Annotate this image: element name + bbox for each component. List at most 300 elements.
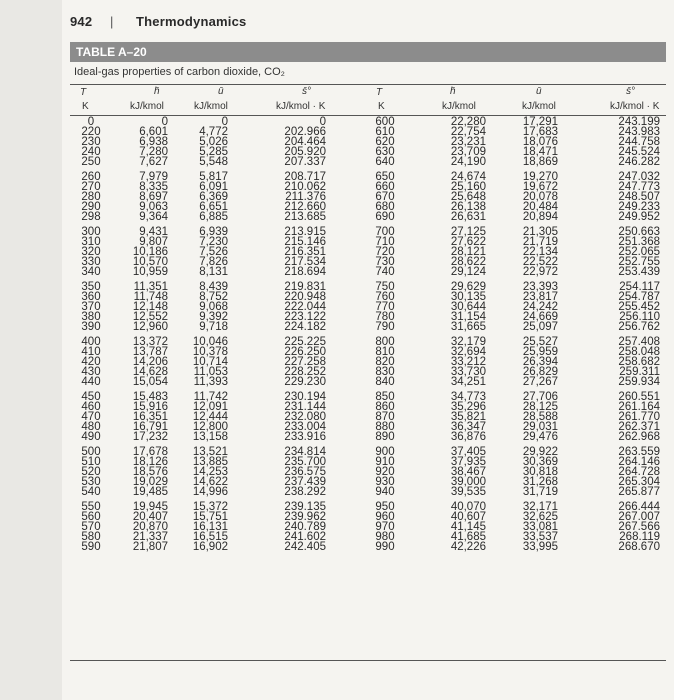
cell-temp-left: 570 xyxy=(81,521,101,533)
cell-enthalpy-left: 18,126 xyxy=(132,456,168,468)
cell-internal-energy-right: 28,588 xyxy=(522,411,558,423)
cell-entropy-right: 267.566 xyxy=(618,521,660,533)
table-row xyxy=(70,157,666,167)
cell-temp-left: 310 xyxy=(81,236,101,248)
cell-temp-right: 840 xyxy=(375,376,395,388)
cell-temp-left: 240 xyxy=(81,146,101,158)
cell-temp-right: 700 xyxy=(375,226,395,238)
cell-enthalpy-right: 32,179 xyxy=(450,336,486,348)
cell-entropy-right: 261.770 xyxy=(618,411,660,423)
cell-enthalpy-right: 29,124 xyxy=(450,266,486,278)
cell-internal-energy-left: 10,046 xyxy=(192,336,228,348)
cell-entropy-right: 262.968 xyxy=(618,431,660,443)
cell-enthalpy-left: 20,407 xyxy=(132,511,168,523)
cell-temp-left: 430 xyxy=(81,366,101,378)
cell-temp-right: 640 xyxy=(375,156,395,168)
cell-internal-energy-left: 10,378 xyxy=(192,346,228,358)
cell-temp-left: 480 xyxy=(81,421,101,433)
cell-entropy-left: 239.962 xyxy=(284,511,326,523)
cell-temp-right: 820 xyxy=(375,356,395,368)
table-title: TABLE A–20 xyxy=(70,42,666,62)
cell-entropy-right: 252.755 xyxy=(618,256,660,268)
cell-enthalpy-left: 13,787 xyxy=(132,346,168,358)
cell-internal-energy-left: 9,392 xyxy=(199,311,228,323)
cell-entropy-left: 217.534 xyxy=(284,256,326,268)
cell-entropy-right: 255.452 xyxy=(618,301,660,313)
cell-enthalpy-left: 8,335 xyxy=(139,181,168,193)
cell-entropy-right: 246.282 xyxy=(618,156,660,168)
header-s-right: s̄° xyxy=(626,86,635,97)
cell-entropy-right: 254.117 xyxy=(619,281,660,293)
cell-enthalpy-left: 10,959 xyxy=(132,266,168,278)
cell-entropy-left: 241.602 xyxy=(284,531,326,543)
cell-enthalpy-right: 36,876 xyxy=(450,431,486,443)
cell-temp-right: 900 xyxy=(375,446,395,458)
cell-enthalpy-right: 34,773 xyxy=(450,391,486,403)
cell-enthalpy-left: 10,186 xyxy=(132,246,168,258)
cell-entropy-right: 250.663 xyxy=(618,226,660,238)
header-separator: | xyxy=(110,14,114,29)
cell-internal-energy-right: 29,922 xyxy=(522,446,558,458)
table-row xyxy=(70,212,666,222)
cell-temp-left: 360 xyxy=(81,291,101,303)
cell-enthalpy-left: 6,601 xyxy=(139,126,168,138)
cell-temp-right: 790 xyxy=(375,321,395,333)
cell-temp-right: 750 xyxy=(375,281,395,293)
cell-internal-energy-left: 6,885 xyxy=(199,211,228,223)
cell-entropy-right: 245.524 xyxy=(618,146,660,158)
cell-temp-right: 760 xyxy=(375,291,395,303)
cell-entropy-right: 265.877 xyxy=(618,486,660,498)
cell-entropy-right: 247.773 xyxy=(618,181,660,193)
cell-temp-left: 330 xyxy=(81,256,101,268)
header-u-left: ū xyxy=(218,86,224,97)
textbook-page xyxy=(62,0,674,700)
cell-internal-energy-right: 33,537 xyxy=(522,531,558,543)
cell-enthalpy-right: 24,674 xyxy=(450,171,486,183)
cell-entropy-right: 252.065 xyxy=(618,246,660,258)
cell-internal-energy-right: 22,134 xyxy=(522,246,558,258)
cell-enthalpy-left: 17,678 xyxy=(132,446,168,458)
cell-temp-right: 610 xyxy=(375,126,395,138)
unit-s-left: kJ/kmol · K xyxy=(276,101,326,112)
cell-internal-energy-left: 5,285 xyxy=(199,146,228,158)
cell-enthalpy-right: 23,709 xyxy=(450,146,486,158)
cell-temp-left: 300 xyxy=(81,226,101,238)
cell-entropy-left: 202.966 xyxy=(284,126,326,138)
cell-entropy-left: 237.439 xyxy=(284,476,326,488)
cell-internal-energy-left: 8,439 xyxy=(199,281,228,293)
cell-internal-energy-right: 29,476 xyxy=(522,431,558,443)
cell-enthalpy-left: 15,483 xyxy=(132,391,168,403)
cell-internal-energy-left: 8,752 xyxy=(199,291,228,303)
cell-internal-energy-left: 12,091 xyxy=(192,401,228,413)
cell-temp-left: 298 xyxy=(81,211,101,223)
cell-enthalpy-left: 12,148 xyxy=(132,301,168,313)
cell-enthalpy-right: 25,160 xyxy=(450,181,486,193)
cell-internal-energy-right: 17,683 xyxy=(522,126,558,138)
header-T-right: T xyxy=(376,87,383,98)
cell-enthalpy-left: 15,054 xyxy=(132,376,168,388)
page-number: 942 xyxy=(70,14,93,29)
cell-enthalpy-right: 38,467 xyxy=(450,466,486,478)
table-top-rule xyxy=(70,84,666,85)
cell-temp-left: 0 xyxy=(87,116,95,128)
cell-internal-energy-right: 22,972 xyxy=(522,266,558,278)
cell-entropy-right: 254.787 xyxy=(618,291,660,303)
cell-internal-energy-left: 10,714 xyxy=(192,356,228,368)
cell-temp-right: 660 xyxy=(375,181,395,193)
cell-entropy-right: 267.007 xyxy=(618,511,660,523)
cell-enthalpy-right: 40,070 xyxy=(450,501,486,513)
cell-entropy-left: 224.182 xyxy=(284,321,326,333)
cell-temp-right: 810 xyxy=(375,346,395,358)
cell-enthalpy-left: 16,791 xyxy=(132,421,168,433)
cell-entropy-right: 253.439 xyxy=(618,266,660,278)
cell-temp-right: 730 xyxy=(375,256,395,268)
cell-internal-energy-left: 5,817 xyxy=(199,171,228,183)
cell-temp-right: 860 xyxy=(375,401,395,413)
cell-entropy-right: 251.368 xyxy=(618,236,660,248)
row-group xyxy=(70,172,666,222)
cell-internal-energy-right: 31,719 xyxy=(522,486,558,498)
cell-enthalpy-right: 27,125 xyxy=(450,226,486,238)
cell-enthalpy-left: 19,029 xyxy=(132,476,168,488)
cell-temp-left: 470 xyxy=(81,411,101,423)
cell-enthalpy-right: 22,754 xyxy=(450,126,486,138)
cell-temp-left: 490 xyxy=(81,431,101,443)
cell-internal-energy-left: 15,372 xyxy=(192,501,228,513)
table-body xyxy=(70,117,666,557)
cell-entropy-right: 264.146 xyxy=(618,456,660,468)
cell-enthalpy-left: 19,485 xyxy=(132,486,168,498)
cell-entropy-left: 242.405 xyxy=(284,541,326,553)
cell-entropy-left: 213.915 xyxy=(284,226,326,238)
table-row xyxy=(70,377,666,387)
cell-enthalpy-left: 7,979 xyxy=(139,171,168,183)
row-group xyxy=(70,282,666,332)
cell-temp-right: 600 xyxy=(375,116,395,128)
cell-internal-energy-right: 20,484 xyxy=(522,201,558,213)
cell-internal-energy-right: 25,959 xyxy=(522,346,558,358)
header-bottom-rule xyxy=(70,115,666,116)
header-h-right: h̄ xyxy=(450,86,456,97)
cell-entropy-right: 257.408 xyxy=(618,336,660,348)
cell-entropy-right: 268.119 xyxy=(619,531,660,543)
cell-internal-energy-right: 27,706 xyxy=(522,391,558,403)
cell-entropy-left: 231.144 xyxy=(284,401,326,413)
cell-enthalpy-right: 39,000 xyxy=(450,476,486,488)
cell-internal-energy-right: 33,995 xyxy=(522,541,558,553)
cell-temp-left: 270 xyxy=(81,181,101,193)
cell-internal-energy-right: 32,625 xyxy=(522,511,558,523)
cell-entropy-left: 210.062 xyxy=(284,181,326,193)
cell-entropy-right: 248.507 xyxy=(618,191,660,203)
cell-enthalpy-right: 31,154 xyxy=(450,311,486,323)
chapter-title: Thermodynamics xyxy=(136,14,247,29)
cell-entropy-right: 243.983 xyxy=(618,126,660,138)
cell-internal-energy-left: 5,026 xyxy=(199,136,228,148)
unit-u-right: kJ/kmol xyxy=(522,101,556,112)
cell-enthalpy-right: 41,685 xyxy=(450,531,486,543)
unit-s-right: kJ/kmol · K xyxy=(610,101,660,112)
cell-entropy-right: 258.048 xyxy=(618,346,660,358)
cell-temp-right: 690 xyxy=(375,211,395,223)
cell-enthalpy-left: 18,576 xyxy=(132,466,168,478)
cell-enthalpy-left: 15,916 xyxy=(132,401,168,413)
cell-temp-left: 500 xyxy=(81,446,101,458)
cell-internal-energy-right: 18,869 xyxy=(522,156,558,168)
cell-temp-left: 250 xyxy=(81,156,101,168)
cell-enthalpy-left: 14,628 xyxy=(132,366,168,378)
cell-internal-energy-right: 19,270 xyxy=(522,171,558,183)
cell-internal-energy-right: 20,894 xyxy=(522,211,558,223)
cell-entropy-right: 243.199 xyxy=(618,116,660,128)
cell-entropy-left: 222.044 xyxy=(284,301,326,313)
cell-enthalpy-right: 37,405 xyxy=(450,446,486,458)
cell-internal-energy-left: 6,651 xyxy=(199,201,228,213)
cell-internal-energy-left: 5,548 xyxy=(199,156,228,168)
cell-temp-right: 890 xyxy=(375,431,395,443)
cell-entropy-left: 223.122 xyxy=(284,311,326,323)
cell-entropy-left: 220.948 xyxy=(284,291,326,303)
cell-enthalpy-right: 27,622 xyxy=(450,236,486,248)
cell-entropy-left: 0 xyxy=(319,116,326,128)
cell-internal-energy-left: 7,230 xyxy=(199,236,228,248)
row-group xyxy=(70,227,666,277)
cell-temp-right: 850 xyxy=(375,391,395,403)
cell-enthalpy-left: 21,337 xyxy=(132,531,168,543)
cell-enthalpy-left: 6,938 xyxy=(139,136,168,148)
cell-temp-right: 630 xyxy=(375,146,395,158)
cell-enthalpy-right: 28,622 xyxy=(450,256,486,268)
row-group xyxy=(70,337,666,387)
cell-temp-left: 290 xyxy=(81,201,101,213)
cell-temp-left: 350 xyxy=(81,281,101,293)
cell-temp-left: 540 xyxy=(81,486,101,498)
cell-internal-energy-left: 14,253 xyxy=(192,466,228,478)
cell-entropy-left: 207.337 xyxy=(284,156,326,168)
table-bottom-rule xyxy=(70,660,666,661)
row-group xyxy=(70,392,666,442)
cell-temp-left: 260 xyxy=(81,171,101,183)
cell-entropy-right: 261.164 xyxy=(618,401,660,413)
cell-entropy-left: 219.831 xyxy=(284,281,326,293)
cell-temp-right: 830 xyxy=(375,366,395,378)
table-row xyxy=(70,487,666,497)
cell-internal-energy-right: 23,393 xyxy=(522,281,558,293)
unit-h-left: kJ/kmol xyxy=(130,101,164,112)
cell-enthalpy-right: 31,665 xyxy=(450,321,486,333)
cell-temp-left: 220 xyxy=(81,126,101,138)
cell-entropy-left: 233.004 xyxy=(284,421,326,433)
cell-enthalpy-right: 42,226 xyxy=(450,541,486,553)
cell-entropy-right: 268.670 xyxy=(618,541,660,553)
cell-entropy-left: 229.230 xyxy=(284,376,326,388)
cell-enthalpy-left: 12,552 xyxy=(132,311,168,323)
cell-entropy-left: 233.916 xyxy=(284,431,326,443)
cell-entropy-left: 213.685 xyxy=(284,211,326,223)
cell-entropy-right: 247.032 xyxy=(618,171,660,183)
cell-enthalpy-right: 39,535 xyxy=(450,486,486,498)
cell-enthalpy-right: 35,821 xyxy=(450,411,486,423)
cell-internal-energy-left: 14,622 xyxy=(192,476,228,488)
cell-entropy-right: 258.682 xyxy=(618,356,660,368)
header-s-left: s̄° xyxy=(302,86,311,97)
cell-internal-energy-right: 30,369 xyxy=(522,456,558,468)
cell-entropy-left: 211.376 xyxy=(285,191,326,203)
cell-temp-left: 380 xyxy=(81,311,101,323)
cell-enthalpy-left: 9,431 xyxy=(139,226,168,238)
cell-temp-left: 450 xyxy=(81,391,101,403)
cell-internal-energy-right: 17,291 xyxy=(522,116,558,128)
cell-internal-energy-left: 6,939 xyxy=(199,226,228,238)
cell-entropy-left: 227.258 xyxy=(284,356,326,368)
cell-enthalpy-left: 9,807 xyxy=(139,236,168,248)
cell-entropy-left: 234.814 xyxy=(284,446,326,458)
cell-internal-energy-right: 25,097 xyxy=(522,321,558,333)
cell-temp-right: 970 xyxy=(375,521,395,533)
table-row xyxy=(70,432,666,442)
cell-internal-energy-right: 26,394 xyxy=(522,356,558,368)
cell-enthalpy-right: 23,231 xyxy=(450,136,486,148)
cell-temp-right: 740 xyxy=(375,266,395,278)
cell-enthalpy-right: 40,607 xyxy=(450,511,486,523)
cell-internal-energy-left: 11,053 xyxy=(193,366,228,378)
cell-enthalpy-right: 35,296 xyxy=(450,401,486,413)
cell-temp-right: 620 xyxy=(375,136,395,148)
cell-enthalpy-right: 36,347 xyxy=(450,421,486,433)
cell-internal-energy-left: 11,742 xyxy=(193,391,228,403)
cell-enthalpy-left: 20,870 xyxy=(132,521,168,533)
cell-internal-energy-right: 19,672 xyxy=(522,181,558,193)
cell-enthalpy-right: 26,631 xyxy=(450,211,486,223)
cell-internal-energy-left: 8,131 xyxy=(199,266,228,278)
unit-u-left: kJ/kmol xyxy=(194,101,228,112)
cell-temp-left: 420 xyxy=(81,356,101,368)
table-row xyxy=(70,542,666,552)
cell-temp-left: 580 xyxy=(81,531,101,543)
cell-enthalpy-right: 24,190 xyxy=(450,156,486,168)
cell-enthalpy-left: 13,372 xyxy=(132,336,168,348)
cell-entropy-left: 208.717 xyxy=(284,171,326,183)
cell-entropy-left: 215.146 xyxy=(284,236,326,248)
table-header xyxy=(70,86,666,116)
cell-entropy-right: 260.551 xyxy=(618,391,660,403)
unit-T-left: K xyxy=(82,101,89,112)
cell-internal-energy-left: 6,091 xyxy=(199,181,228,193)
cell-temp-right: 670 xyxy=(375,191,395,203)
cell-internal-energy-right: 33,081 xyxy=(522,521,558,533)
cell-internal-energy-left: 13,885 xyxy=(192,456,228,468)
cell-internal-energy-left: 15,751 xyxy=(192,511,228,523)
cell-internal-energy-right: 28,125 xyxy=(522,401,558,413)
cell-enthalpy-right: 22,280 xyxy=(450,116,486,128)
cell-internal-energy-left: 13,521 xyxy=(192,446,228,458)
cell-enthalpy-left: 16,351 xyxy=(132,411,168,423)
cell-internal-energy-left: 6,369 xyxy=(199,191,228,203)
cell-enthalpy-left: 14,206 xyxy=(132,356,168,368)
cell-internal-energy-left: 0 xyxy=(221,116,228,128)
cell-internal-energy-right: 30,818 xyxy=(522,466,558,478)
cell-entropy-left: 230.194 xyxy=(284,391,326,403)
cell-entropy-left: 239.135 xyxy=(284,501,326,513)
cell-internal-energy-right: 25,527 xyxy=(522,336,558,348)
cell-temp-right: 770 xyxy=(375,301,395,313)
cell-temp-right: 780 xyxy=(375,311,395,323)
cell-entropy-right: 265.304 xyxy=(618,476,660,488)
cell-temp-left: 340 xyxy=(81,266,101,278)
cell-internal-energy-right: 32,171 xyxy=(522,501,558,513)
cell-internal-energy-right: 21,305 xyxy=(522,226,558,238)
cell-internal-energy-left: 9,068 xyxy=(199,301,228,313)
cell-temp-right: 870 xyxy=(375,411,395,423)
cell-entropy-left: 226.250 xyxy=(284,346,326,358)
cell-temp-left: 370 xyxy=(81,301,101,313)
cell-internal-energy-left: 12,444 xyxy=(192,411,228,423)
table-row xyxy=(70,322,666,332)
cell-internal-energy-left: 11,393 xyxy=(193,376,228,388)
cell-enthalpy-right: 30,135 xyxy=(450,291,486,303)
cell-enthalpy-left: 7,627 xyxy=(139,156,168,168)
cell-entropy-right: 244.758 xyxy=(618,136,660,148)
cell-temp-left: 400 xyxy=(81,336,101,348)
cell-internal-energy-right: 24,669 xyxy=(522,311,558,323)
cell-internal-energy-right: 21,719 xyxy=(522,236,558,248)
cell-temp-left: 510 xyxy=(81,456,101,468)
cell-temp-right: 950 xyxy=(375,501,395,513)
cell-entropy-right: 259.934 xyxy=(618,376,660,388)
cell-enthalpy-left: 9,364 xyxy=(139,211,168,223)
cell-entropy-right: 259.311 xyxy=(619,366,660,378)
cell-enthalpy-left: 19,945 xyxy=(132,501,168,513)
cell-temp-right: 940 xyxy=(375,486,395,498)
cell-enthalpy-left: 0 xyxy=(161,116,168,128)
row-group xyxy=(70,117,666,167)
cell-entropy-right: 266.444 xyxy=(618,501,660,513)
cell-internal-energy-left: 16,902 xyxy=(192,541,228,553)
cell-internal-energy-right: 18,076 xyxy=(522,136,558,148)
cell-internal-energy-left: 7,526 xyxy=(199,246,228,258)
cell-temp-right: 800 xyxy=(375,336,395,348)
cell-temp-right: 880 xyxy=(375,421,395,433)
header-h-left: h̄ xyxy=(154,86,160,97)
cell-enthalpy-left: 11,748 xyxy=(133,291,168,303)
cell-temp-left: 230 xyxy=(81,136,101,148)
cell-enthalpy-right: 34,251 xyxy=(450,376,486,388)
cell-internal-energy-right: 29,031 xyxy=(522,421,558,433)
cell-entropy-left: 216.351 xyxy=(284,246,326,258)
cell-entropy-left: 232.080 xyxy=(284,411,326,423)
cell-internal-energy-right: 18,471 xyxy=(522,146,558,158)
cell-temp-right: 930 xyxy=(375,476,395,488)
cell-internal-energy-left: 14,996 xyxy=(192,486,228,498)
unit-h-right: kJ/kmol xyxy=(442,101,476,112)
cell-enthalpy-left: 11,351 xyxy=(133,281,168,293)
cell-internal-energy-left: 7,826 xyxy=(199,256,228,268)
header-u-right: ū xyxy=(536,86,542,97)
cell-internal-energy-right: 22,522 xyxy=(522,256,558,268)
cell-enthalpy-right: 29,629 xyxy=(450,281,486,293)
cell-temp-right: 650 xyxy=(375,171,395,183)
cell-entropy-left: 212.660 xyxy=(284,201,326,213)
cell-temp-left: 440 xyxy=(81,376,101,388)
cell-enthalpy-left: 7,280 xyxy=(139,146,168,158)
cell-temp-right: 990 xyxy=(375,541,395,553)
cell-enthalpy-right: 30,644 xyxy=(450,301,486,313)
row-group xyxy=(70,502,666,552)
cell-enthalpy-left: 21,807 xyxy=(132,541,168,553)
